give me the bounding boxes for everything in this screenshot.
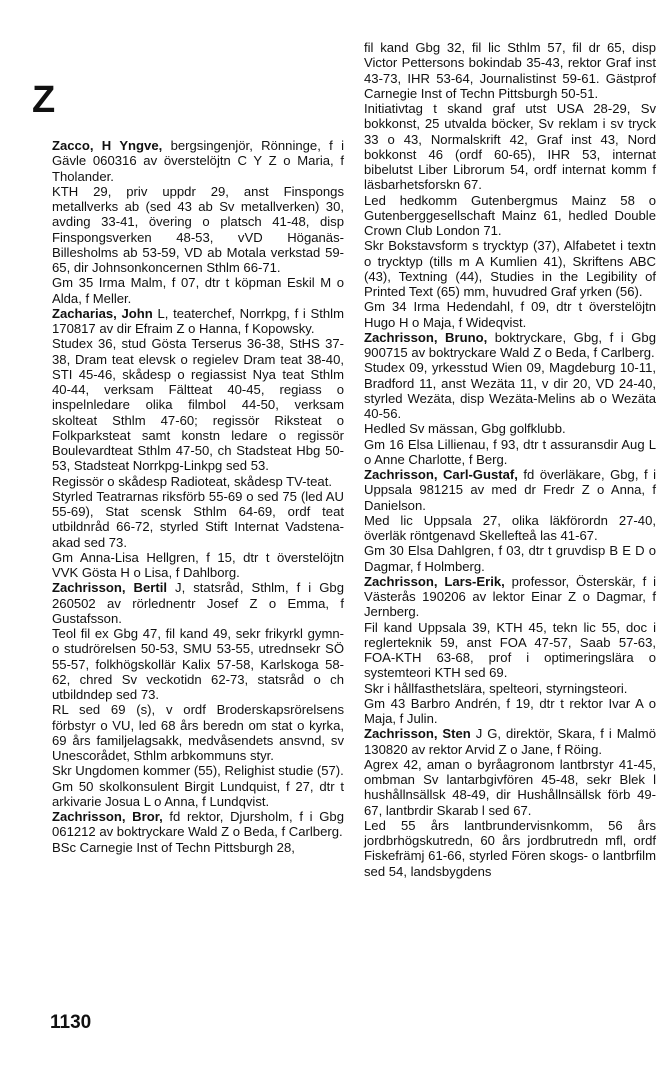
biography-paragraph: Studex 09, yrkesstud Wien 09, Magdeburg 10-11, Bradford 11, anst Wezäta 11, v dir 20, VD 24-40, styrled Wezäta, disp Wezäta-Melins ab o Wezäta 40-56. (364, 360, 656, 421)
entry-name: Zachrisson, Bror, (52, 809, 163, 824)
entry-text: J G, direktör, Skara, f i Malmö 130820 av rektor Arvid Z o Jane, f Röing. (364, 726, 656, 757)
biography-entry (364, 574, 656, 620)
biography-entry (364, 467, 656, 513)
page-number: 1130 (50, 1012, 92, 1033)
entry-name: Zacco, (52, 138, 94, 153)
biography-paragraph: Gm 35 Irma Malm, f 07, dtr t köpman Eskil M o Alda, f Meller. (52, 275, 344, 306)
biography-entry (52, 138, 344, 184)
entry-text: L, teaterchef, Norrkpg, f i Sthlm 170817 av dir Efraim Z o Hanna, f Kopowsky. (52, 305, 344, 336)
entry-text: fd rektor, Djursholm, f i Gbg 061212 av boktryckare Wald Z o Beda, f Carlberg. (52, 809, 344, 840)
biography-paragraph: Initiativtag t skand graf utst USA 28-29, Sv bokkonst, 25 utvalda böcker, Sv reklam i sv tryck 33 o 43, Normalskrift 42, Graf inst 43, Nord bokkonst 46 (ordf 60-65), IHR 53, internat bibelutst Liber Librorum 54, ordf internat komm f läsbarhetsforskn 67. (364, 101, 656, 193)
entry-text: boktryckare, Gbg, f i Gbg 900715 av boktryckare Wald Z o Beda, f Carlberg. (364, 329, 656, 360)
biography-paragraph: Skr Ungdomen kommer (55), Relighist studie (57). (52, 763, 344, 779)
entry-text: fd överläkare, Gbg, f i Uppsala 981215 av med dr Fredr Z o Anna, f Danielson. (364, 467, 656, 513)
left-column (52, 138, 344, 855)
biography-paragraph: Gm 50 skolkonsulent Birgit Lundquist, f 27, dtr t arkivarie Josua L o Anna, f Lundqvist. (52, 778, 344, 809)
biography-entry (52, 809, 344, 840)
biography-paragraph: Styrled Teatrarnas riksförb 55-69 o sed 75 (led AU 55-69), Stat scensk Sthlm 64-69, ordf teat utbildnråd 66-72, styrled Stift Internat Vadstena-akad sed 73. (52, 488, 344, 550)
entry-text: bergsingenjör, Rönninge, f i Gävle 060316 av överstelöjtn C Y Z o Maria, f Tholander. (52, 138, 344, 184)
biography-paragraph: Skr i hållfasthetslära, spelteori, styrningsteori. (364, 680, 628, 696)
entry-name: Zacharias, John (52, 305, 153, 321)
biography-paragraph: Led hedkomm Gutenbergmus Mainz 58 o Gutenberggesellschaft Mainz 61, hedled Double Crown Club London 71. (364, 192, 656, 238)
biography-paragraph: Fil kand Uppsala 39, KTH 45, tekn lic 55, doc i reglerteknik 59, anst FOA 47-57, Saab 57-63, FOA-KTH 63-68, prof i optimeringslära o systemteori KTH sed 69. (364, 619, 656, 681)
biography-paragraph: Agrex 42, aman o byråagronom lantbrstyr 41-45, ombman Sv lantarbgivfören 45-48, sekr Blek l hushållnsällsk 48-49, dir Hushållnsällsk förb 49-67, lantbrdir Skarab l sed 67. (364, 756, 656, 818)
biography-paragraph: Gm Anna-Lisa Hellgren, f 15, dtr t överstelöjtn VVK Gösta H o Lisa, f Dahlborg. (52, 549, 344, 580)
biography-paragraph: Teol fil ex Gbg 47, fil kand 49, sekr frikyrkl gymn- o studrörelsen 50-53, SMU 53-55, utrednsekr SÖ 55-57, folkhögskollär Kalix 57-58, Karlskoga 58-62, chred Sv veckotidn 62-73, statsråd o ch utbildndep sed 73. (52, 626, 344, 702)
section-letter: Z (32, 79, 56, 121)
biography-paragraph: BSc Carnegie Inst of Techn Pittsburgh 28, (52, 839, 295, 855)
biography-paragraph: Led 55 års lantbrundervisnkomm, 56 års jordbrhögskutredn, 60 års jordbrutredn mfl, ordf Fiskefrämj 61-66, styrled Fören skogs- o lantbrfilm sed 54, landsbygdens (364, 817, 656, 879)
biography-paragraph: Regissör o skådesp Radioteat, skådesp TV-teat. (52, 473, 332, 489)
biography-paragraph: KTH 29, priv uppdr 29, anst Finspongs metallverks ab (sed 43 ab Sv metallverken) 30, avding 33-41, övering o platsch 41-48, disp Finspongsverken 48-53, vVD Höganäs-Billesholms ab 53-59, VD ab Motala verkstad 59-65, dir Johnsonkoncernen Sthlm 66-71. (52, 183, 344, 275)
biography-paragraph: Gm 34 Irma Hedendahl, f 09, dtr t överstelöjtn Hugo H o Maja, f Wideqvist. (364, 299, 656, 330)
biography-paragraph: Hedled Sv mässan, Gbg golfklubb. (364, 421, 566, 437)
entry-given-name: H Yngve, (101, 138, 163, 153)
entry-name: Zachrisson, Bruno, (364, 329, 488, 345)
entry-name: Zachrisson, Sten (364, 726, 471, 742)
biography-paragraph: fil kand Gbg 32, fil lic Sthlm 57, fil dr 65, disp Victor Pettersons bokindab 35-43, rektor Graf inst 43-73, IHR 53-64, Journalistinst 59-61. Gästprof Carnegie Inst of Techn Pittsburgh 50-51. (364, 40, 656, 101)
biography-entry (52, 306, 344, 337)
entry-name: Zachrisson, Bertil (52, 580, 167, 596)
biography-entry (52, 580, 344, 626)
biography-paragraph: Skr Bokstavsform s trycktyp (37), Alfabetet i textn o trycktyp (tills m A Kumlien 41), Skriftens ABC (43), Textning (44), Studies in the Legibility of Printed Text (65) mm, huvudred Graf yrken (56). (364, 238, 656, 299)
entry-text: J, statsråd, Sthlm, f i Gbg 260502 av rörlednentr Josef Z o Emma, f Gustafsson. (52, 580, 344, 626)
entry-name: Zachrisson, Carl-Gustaf, (364, 467, 518, 482)
right-column (364, 40, 656, 879)
biography-paragraph: Gm 16 Elsa Lillienau, f 93, dtr t assuransdir Aug L o Anne Charlotte, f Berg. (364, 436, 656, 467)
biography-paragraph: Med lic Uppsala 27, olika läkförordn 27-40, överläk röntgenavd Skellefteå las 41-67. (364, 512, 656, 543)
biography-paragraph: Gm 43 Barbro Andrén, f 19, dtr t rektor Ivar A o Maja, f Julin. (364, 695, 656, 726)
entry-text: professor, Österskär, f i Västerås 190206 av lektor Einar Z o Dagmar, f Jernberg. (364, 573, 656, 620)
biography-paragraph: Studex 36, stud Gösta Terserus 36-38, StHS 37-38, Dram teat elevsk o regielev Dram teat 38-40, STI 45-46, skådesp o regiassist Nya teat Sthlm 40-44, verksam Fältteat 40-45, regiass o inspelnledare olika filmbol 44-50, verksam skolteat Sthlm 47-60; regissör Riksteat o Folkparksteat samt konstn ledare o regissör Boulevardteat Sthlm 47-50, ch Stadsteat Hbg 50-53, Stadsteat Norrkpg-Linkpg sed 53. (52, 336, 344, 474)
biography-entry (364, 726, 656, 757)
biography-entry (364, 330, 656, 361)
entry-name: Zachrisson, Lars-Erik, (364, 573, 505, 589)
biography-paragraph: RL sed 69 (s), v ordf Broderskapsrörelsens förbstyr o VU, led 68 års beredn om stat o kyrka, 69 års familjelagsakk, medvåsendets ansvnd, sv Unescorådet, Sthlm arbkommuns styr. (52, 702, 344, 763)
biography-paragraph: Gm 30 Elsa Dahlgren, f 03, dtr t gruvdisp B E D o Dagmar, f Holmberg. (364, 543, 656, 574)
